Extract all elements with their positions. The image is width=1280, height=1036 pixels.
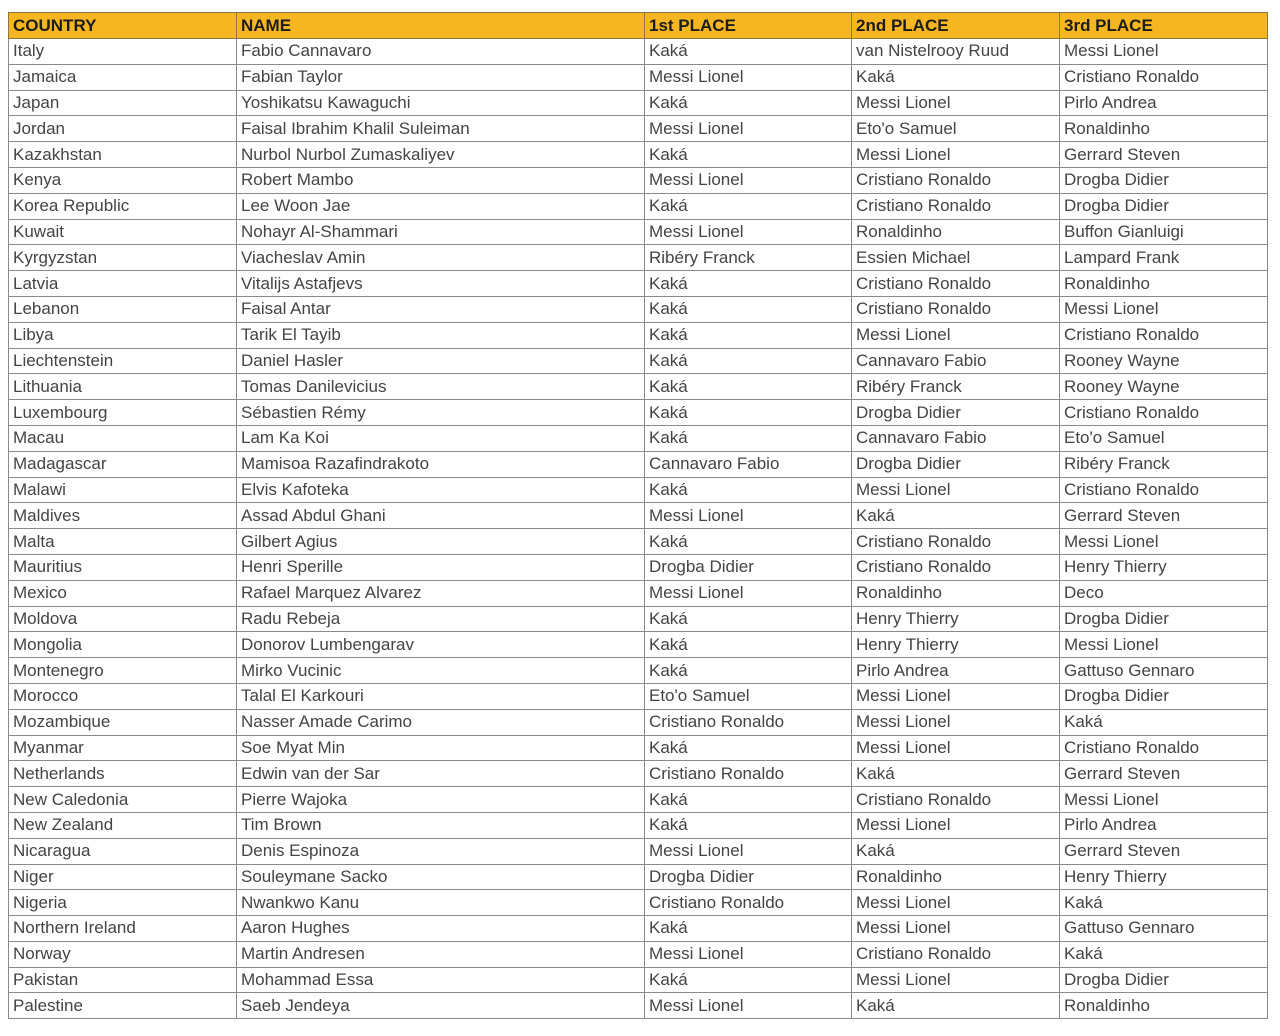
cell-country: Korea Republic — [9, 193, 237, 219]
cell-name: Assad Abdul Ghani — [237, 503, 645, 529]
cell-third-place: Henry Thierry — [1060, 554, 1268, 580]
cell-name: Pierre Wajoka — [237, 787, 645, 813]
cell-name: Saeb Jendeya — [237, 993, 645, 1019]
cell-name: Martin Andresen — [237, 941, 645, 967]
cell-first-place: Drogba Didier — [645, 554, 852, 580]
cell-third-place: Drogba Didier — [1060, 606, 1268, 632]
cell-third-place: Gerrard Steven — [1060, 761, 1268, 787]
table-body — [9, 39, 1268, 1019]
cell-name: Mohammad Essa — [237, 967, 645, 993]
table-row — [9, 219, 1268, 245]
cell-second-place: Messi Lionel — [852, 890, 1060, 916]
cell-name: Henri Sperille — [237, 554, 645, 580]
cell-name: Vitalijs Astafjevs — [237, 271, 645, 297]
cell-third-place: Kaká — [1060, 941, 1268, 967]
cell-first-place: Kaká — [645, 142, 852, 168]
cell-name: Donorov Lumbengarav — [237, 632, 645, 658]
cell-country: Jamaica — [9, 64, 237, 90]
cell-country: Nicaragua — [9, 838, 237, 864]
cell-country: Mauritius — [9, 554, 237, 580]
cell-name: Mirko Vucinic — [237, 658, 645, 684]
cell-first-place: Kaká — [645, 39, 852, 65]
cell-country: Kyrgyzstan — [9, 245, 237, 271]
table-row — [9, 142, 1268, 168]
cell-third-place: Messi Lionel — [1060, 787, 1268, 813]
cell-second-place: Cristiano Ronaldo — [852, 529, 1060, 555]
cell-third-place: Gattuso Gennaro — [1060, 916, 1268, 942]
cell-first-place: Kaká — [645, 787, 852, 813]
table-row — [9, 477, 1268, 503]
header-first-place: 1st PLACE — [645, 13, 852, 39]
cell-name: Elvis Kafoteka — [237, 477, 645, 503]
cell-country: Libya — [9, 322, 237, 348]
cell-country: Mexico — [9, 580, 237, 606]
cell-first-place: Kaká — [645, 477, 852, 503]
cell-second-place: Drogba Didier — [852, 400, 1060, 426]
cell-third-place: Lampard Frank — [1060, 245, 1268, 271]
cell-first-place: Kaká — [645, 812, 852, 838]
cell-country: Montenegro — [9, 658, 237, 684]
cell-country: Kazakhstan — [9, 142, 237, 168]
table-row — [9, 838, 1268, 864]
header-country: COUNTRY — [9, 13, 237, 39]
cell-third-place: Buffon Gianluigi — [1060, 219, 1268, 245]
table-row — [9, 167, 1268, 193]
cell-third-place: Henry Thierry — [1060, 864, 1268, 890]
cell-name: Rafael Marquez Alvarez — [237, 580, 645, 606]
cell-first-place: Messi Lionel — [645, 503, 852, 529]
cell-country: Jordan — [9, 116, 237, 142]
cell-third-place: Cristiano Ronaldo — [1060, 477, 1268, 503]
cell-name: Aaron Hughes — [237, 916, 645, 942]
cell-name: Tomas Danilevicius — [237, 374, 645, 400]
cell-name: Faisal Antar — [237, 296, 645, 322]
cell-third-place: Cristiano Ronaldo — [1060, 322, 1268, 348]
table-row — [9, 271, 1268, 297]
cell-name: Lee Woon Jae — [237, 193, 645, 219]
cell-second-place: Drogba Didier — [852, 451, 1060, 477]
cell-country: Northern Ireland — [9, 916, 237, 942]
cell-first-place: Messi Lionel — [645, 64, 852, 90]
table-row — [9, 116, 1268, 142]
cell-name: Mamisoa Razafindrakoto — [237, 451, 645, 477]
cell-first-place: Kaká — [645, 400, 852, 426]
cell-country: Nigeria — [9, 890, 237, 916]
cell-first-place: Messi Lionel — [645, 580, 852, 606]
cell-name: Nasser Amade Carimo — [237, 709, 645, 735]
cell-third-place: Pirlo Andrea — [1060, 812, 1268, 838]
cell-country: Japan — [9, 90, 237, 116]
cell-first-place: Kaká — [645, 322, 852, 348]
table-row — [9, 554, 1268, 580]
cell-second-place: Cristiano Ronaldo — [852, 787, 1060, 813]
table-row — [9, 400, 1268, 426]
cell-second-place: Ribéry Franck — [852, 374, 1060, 400]
cell-second-place: Henry Thierry — [852, 606, 1060, 632]
cell-third-place: Kaká — [1060, 890, 1268, 916]
cell-country: Lebanon — [9, 296, 237, 322]
cell-name: Edwin van der Sar — [237, 761, 645, 787]
table-row — [9, 296, 1268, 322]
cell-country: Malawi — [9, 477, 237, 503]
header-row — [9, 13, 1268, 39]
cell-first-place: Messi Lionel — [645, 167, 852, 193]
table-row — [9, 632, 1268, 658]
cell-first-place: Drogba Didier — [645, 864, 852, 890]
cell-first-place: Kaká — [645, 658, 852, 684]
cell-first-place: Kaká — [645, 296, 852, 322]
cell-country: Niger — [9, 864, 237, 890]
cell-country: New Caledonia — [9, 787, 237, 813]
cell-second-place: Kaká — [852, 64, 1060, 90]
cell-name: Nurbol Nurbol Zumaskaliyev — [237, 142, 645, 168]
table-row — [9, 580, 1268, 606]
cell-name: Soe Myat Min — [237, 735, 645, 761]
cell-third-place: Messi Lionel — [1060, 632, 1268, 658]
cell-country: Norway — [9, 941, 237, 967]
cell-country: Palestine — [9, 993, 237, 1019]
cell-name: Robert Mambo — [237, 167, 645, 193]
cell-name: Faisal Ibrahim Khalil Suleiman — [237, 116, 645, 142]
cell-first-place: Messi Lionel — [645, 219, 852, 245]
table-row — [9, 967, 1268, 993]
cell-third-place: Cristiano Ronaldo — [1060, 400, 1268, 426]
cell-name: Sébastien Rémy — [237, 400, 645, 426]
cell-country: Kuwait — [9, 219, 237, 245]
table-row — [9, 993, 1268, 1019]
cell-country: Maldives — [9, 503, 237, 529]
cell-second-place: Cannavaro Fabio — [852, 348, 1060, 374]
cell-country: Mozambique — [9, 709, 237, 735]
table-row — [9, 735, 1268, 761]
cell-third-place: Ribéry Franck — [1060, 451, 1268, 477]
cell-first-place: Kaká — [645, 529, 852, 555]
cell-second-place: Essien Michael — [852, 245, 1060, 271]
cell-first-place: Eto'o Samuel — [645, 683, 852, 709]
cell-name: Talal El Karkouri — [237, 683, 645, 709]
cell-second-place: Pirlo Andrea — [852, 658, 1060, 684]
cell-second-place: Messi Lionel — [852, 90, 1060, 116]
cell-third-place: Eto'o Samuel — [1060, 425, 1268, 451]
cell-third-place: Pirlo Andrea — [1060, 90, 1268, 116]
cell-third-place: Drogba Didier — [1060, 193, 1268, 219]
cell-country: Lithuania — [9, 374, 237, 400]
cell-second-place: Cannavaro Fabio — [852, 425, 1060, 451]
table-row — [9, 529, 1268, 555]
cell-third-place: Gerrard Steven — [1060, 838, 1268, 864]
cell-third-place: Cristiano Ronaldo — [1060, 735, 1268, 761]
table-row — [9, 64, 1268, 90]
table-row — [9, 245, 1268, 271]
cell-first-place: Kaká — [645, 271, 852, 297]
cell-second-place: Ronaldinho — [852, 864, 1060, 890]
table-row — [9, 90, 1268, 116]
cell-country: Malta — [9, 529, 237, 555]
cell-third-place: Ronaldinho — [1060, 116, 1268, 142]
cell-first-place: Kaká — [645, 735, 852, 761]
cell-third-place: Deco — [1060, 580, 1268, 606]
cell-country: Mongolia — [9, 632, 237, 658]
cell-country: Macau — [9, 425, 237, 451]
table-row — [9, 787, 1268, 813]
table-row — [9, 451, 1268, 477]
cell-third-place: Cristiano Ronaldo — [1060, 64, 1268, 90]
voting-table — [8, 12, 1268, 1019]
table-row — [9, 606, 1268, 632]
cell-name: Daniel Hasler — [237, 348, 645, 374]
table-row — [9, 425, 1268, 451]
cell-first-place: Kaká — [645, 374, 852, 400]
cell-first-place: Kaká — [645, 632, 852, 658]
cell-second-place: Messi Lionel — [852, 812, 1060, 838]
cell-name: Yoshikatsu Kawaguchi — [237, 90, 645, 116]
cell-name: Radu Rebeja — [237, 606, 645, 632]
cell-first-place: Messi Lionel — [645, 116, 852, 142]
cell-third-place: Gerrard Steven — [1060, 142, 1268, 168]
cell-third-place: Drogba Didier — [1060, 967, 1268, 993]
cell-first-place: Ribéry Franck — [645, 245, 852, 271]
cell-first-place: Messi Lionel — [645, 838, 852, 864]
cell-second-place: Messi Lionel — [852, 709, 1060, 735]
cell-first-place: Kaká — [645, 606, 852, 632]
cell-second-place: Messi Lionel — [852, 477, 1060, 503]
cell-third-place: Messi Lionel — [1060, 296, 1268, 322]
cell-second-place: Cristiano Ronaldo — [852, 554, 1060, 580]
cell-name: Viacheslav Amin — [237, 245, 645, 271]
cell-third-place: Ronaldinho — [1060, 993, 1268, 1019]
cell-second-place: Messi Lionel — [852, 916, 1060, 942]
table-row — [9, 503, 1268, 529]
cell-country: Netherlands — [9, 761, 237, 787]
table-row — [9, 193, 1268, 219]
cell-third-place: Gerrard Steven — [1060, 503, 1268, 529]
header-second-place: 2nd PLACE — [852, 13, 1060, 39]
header-name: NAME — [237, 13, 645, 39]
cell-second-place: Messi Lionel — [852, 967, 1060, 993]
cell-first-place: Kaká — [645, 90, 852, 116]
cell-second-place: Kaká — [852, 503, 1060, 529]
cell-second-place: Cristiano Ronaldo — [852, 941, 1060, 967]
cell-name: Nohayr Al-Shammari — [237, 219, 645, 245]
cell-third-place: Messi Lionel — [1060, 529, 1268, 555]
cell-second-place: Ronaldinho — [852, 580, 1060, 606]
cell-country: New Zealand — [9, 812, 237, 838]
table-row — [9, 890, 1268, 916]
cell-second-place: Ronaldinho — [852, 219, 1060, 245]
table-row — [9, 322, 1268, 348]
cell-third-place: Rooney Wayne — [1060, 348, 1268, 374]
cell-first-place: Cristiano Ronaldo — [645, 761, 852, 787]
cell-second-place: Eto'o Samuel — [852, 116, 1060, 142]
table-row — [9, 374, 1268, 400]
cell-country: Kenya — [9, 167, 237, 193]
table-row — [9, 348, 1268, 374]
cell-second-place: Kaká — [852, 993, 1060, 1019]
table-row — [9, 658, 1268, 684]
header-third-place: 3rd PLACE — [1060, 13, 1268, 39]
cell-second-place: Kaká — [852, 761, 1060, 787]
cell-name: Souleymane Sacko — [237, 864, 645, 890]
cell-first-place: Kaká — [645, 967, 852, 993]
cell-country: Latvia — [9, 271, 237, 297]
cell-third-place: Gattuso Gennaro — [1060, 658, 1268, 684]
cell-country: Moldova — [9, 606, 237, 632]
cell-country: Italy — [9, 39, 237, 65]
cell-second-place: Cristiano Ronaldo — [852, 271, 1060, 297]
cell-country: Madagascar — [9, 451, 237, 477]
voting-table-sheet — [8, 12, 1267, 1019]
cell-third-place: Rooney Wayne — [1060, 374, 1268, 400]
cell-second-place: Cristiano Ronaldo — [852, 193, 1060, 219]
cell-second-place: Cristiano Ronaldo — [852, 167, 1060, 193]
table-row — [9, 39, 1268, 65]
cell-first-place: Cristiano Ronaldo — [645, 890, 852, 916]
cell-name: Tarik El Tayib — [237, 322, 645, 348]
cell-first-place: Kaká — [645, 348, 852, 374]
cell-second-place: Messi Lionel — [852, 322, 1060, 348]
cell-first-place: Kaká — [645, 425, 852, 451]
cell-second-place: Messi Lionel — [852, 735, 1060, 761]
cell-second-place: Cristiano Ronaldo — [852, 296, 1060, 322]
cell-first-place: Cannavaro Fabio — [645, 451, 852, 477]
cell-first-place: Messi Lionel — [645, 993, 852, 1019]
table-row — [9, 864, 1268, 890]
table-row — [9, 941, 1268, 967]
table-row — [9, 683, 1268, 709]
cell-country: Myanmar — [9, 735, 237, 761]
cell-name: Denis Espinoza — [237, 838, 645, 864]
cell-name: Fabio Cannavaro — [237, 39, 645, 65]
cell-first-place: Cristiano Ronaldo — [645, 709, 852, 735]
cell-name: Lam Ka Koi — [237, 425, 645, 451]
cell-country: Liechtenstein — [9, 348, 237, 374]
cell-name: Nwankwo Kanu — [237, 890, 645, 916]
table-row — [9, 812, 1268, 838]
cell-name: Tim Brown — [237, 812, 645, 838]
cell-second-place: Kaká — [852, 838, 1060, 864]
cell-second-place: Messi Lionel — [852, 142, 1060, 168]
cell-third-place: Messi Lionel — [1060, 39, 1268, 65]
cell-third-place: Ronaldinho — [1060, 271, 1268, 297]
cell-country: Morocco — [9, 683, 237, 709]
table-row — [9, 916, 1268, 942]
cell-second-place: Messi Lionel — [852, 683, 1060, 709]
cell-first-place: Kaká — [645, 193, 852, 219]
table-row — [9, 761, 1268, 787]
cell-second-place: van Nistelrooy Ruud — [852, 39, 1060, 65]
cell-name: Gilbert Agius — [237, 529, 645, 555]
cell-third-place: Drogba Didier — [1060, 683, 1268, 709]
cell-country: Pakistan — [9, 967, 237, 993]
cell-first-place: Messi Lionel — [645, 941, 852, 967]
cell-name: Fabian Taylor — [237, 64, 645, 90]
cell-country: Luxembourg — [9, 400, 237, 426]
cell-third-place: Drogba Didier — [1060, 167, 1268, 193]
table-row — [9, 709, 1268, 735]
cell-first-place: Kaká — [645, 916, 852, 942]
cell-second-place: Henry Thierry — [852, 632, 1060, 658]
cell-third-place: Kaká — [1060, 709, 1268, 735]
